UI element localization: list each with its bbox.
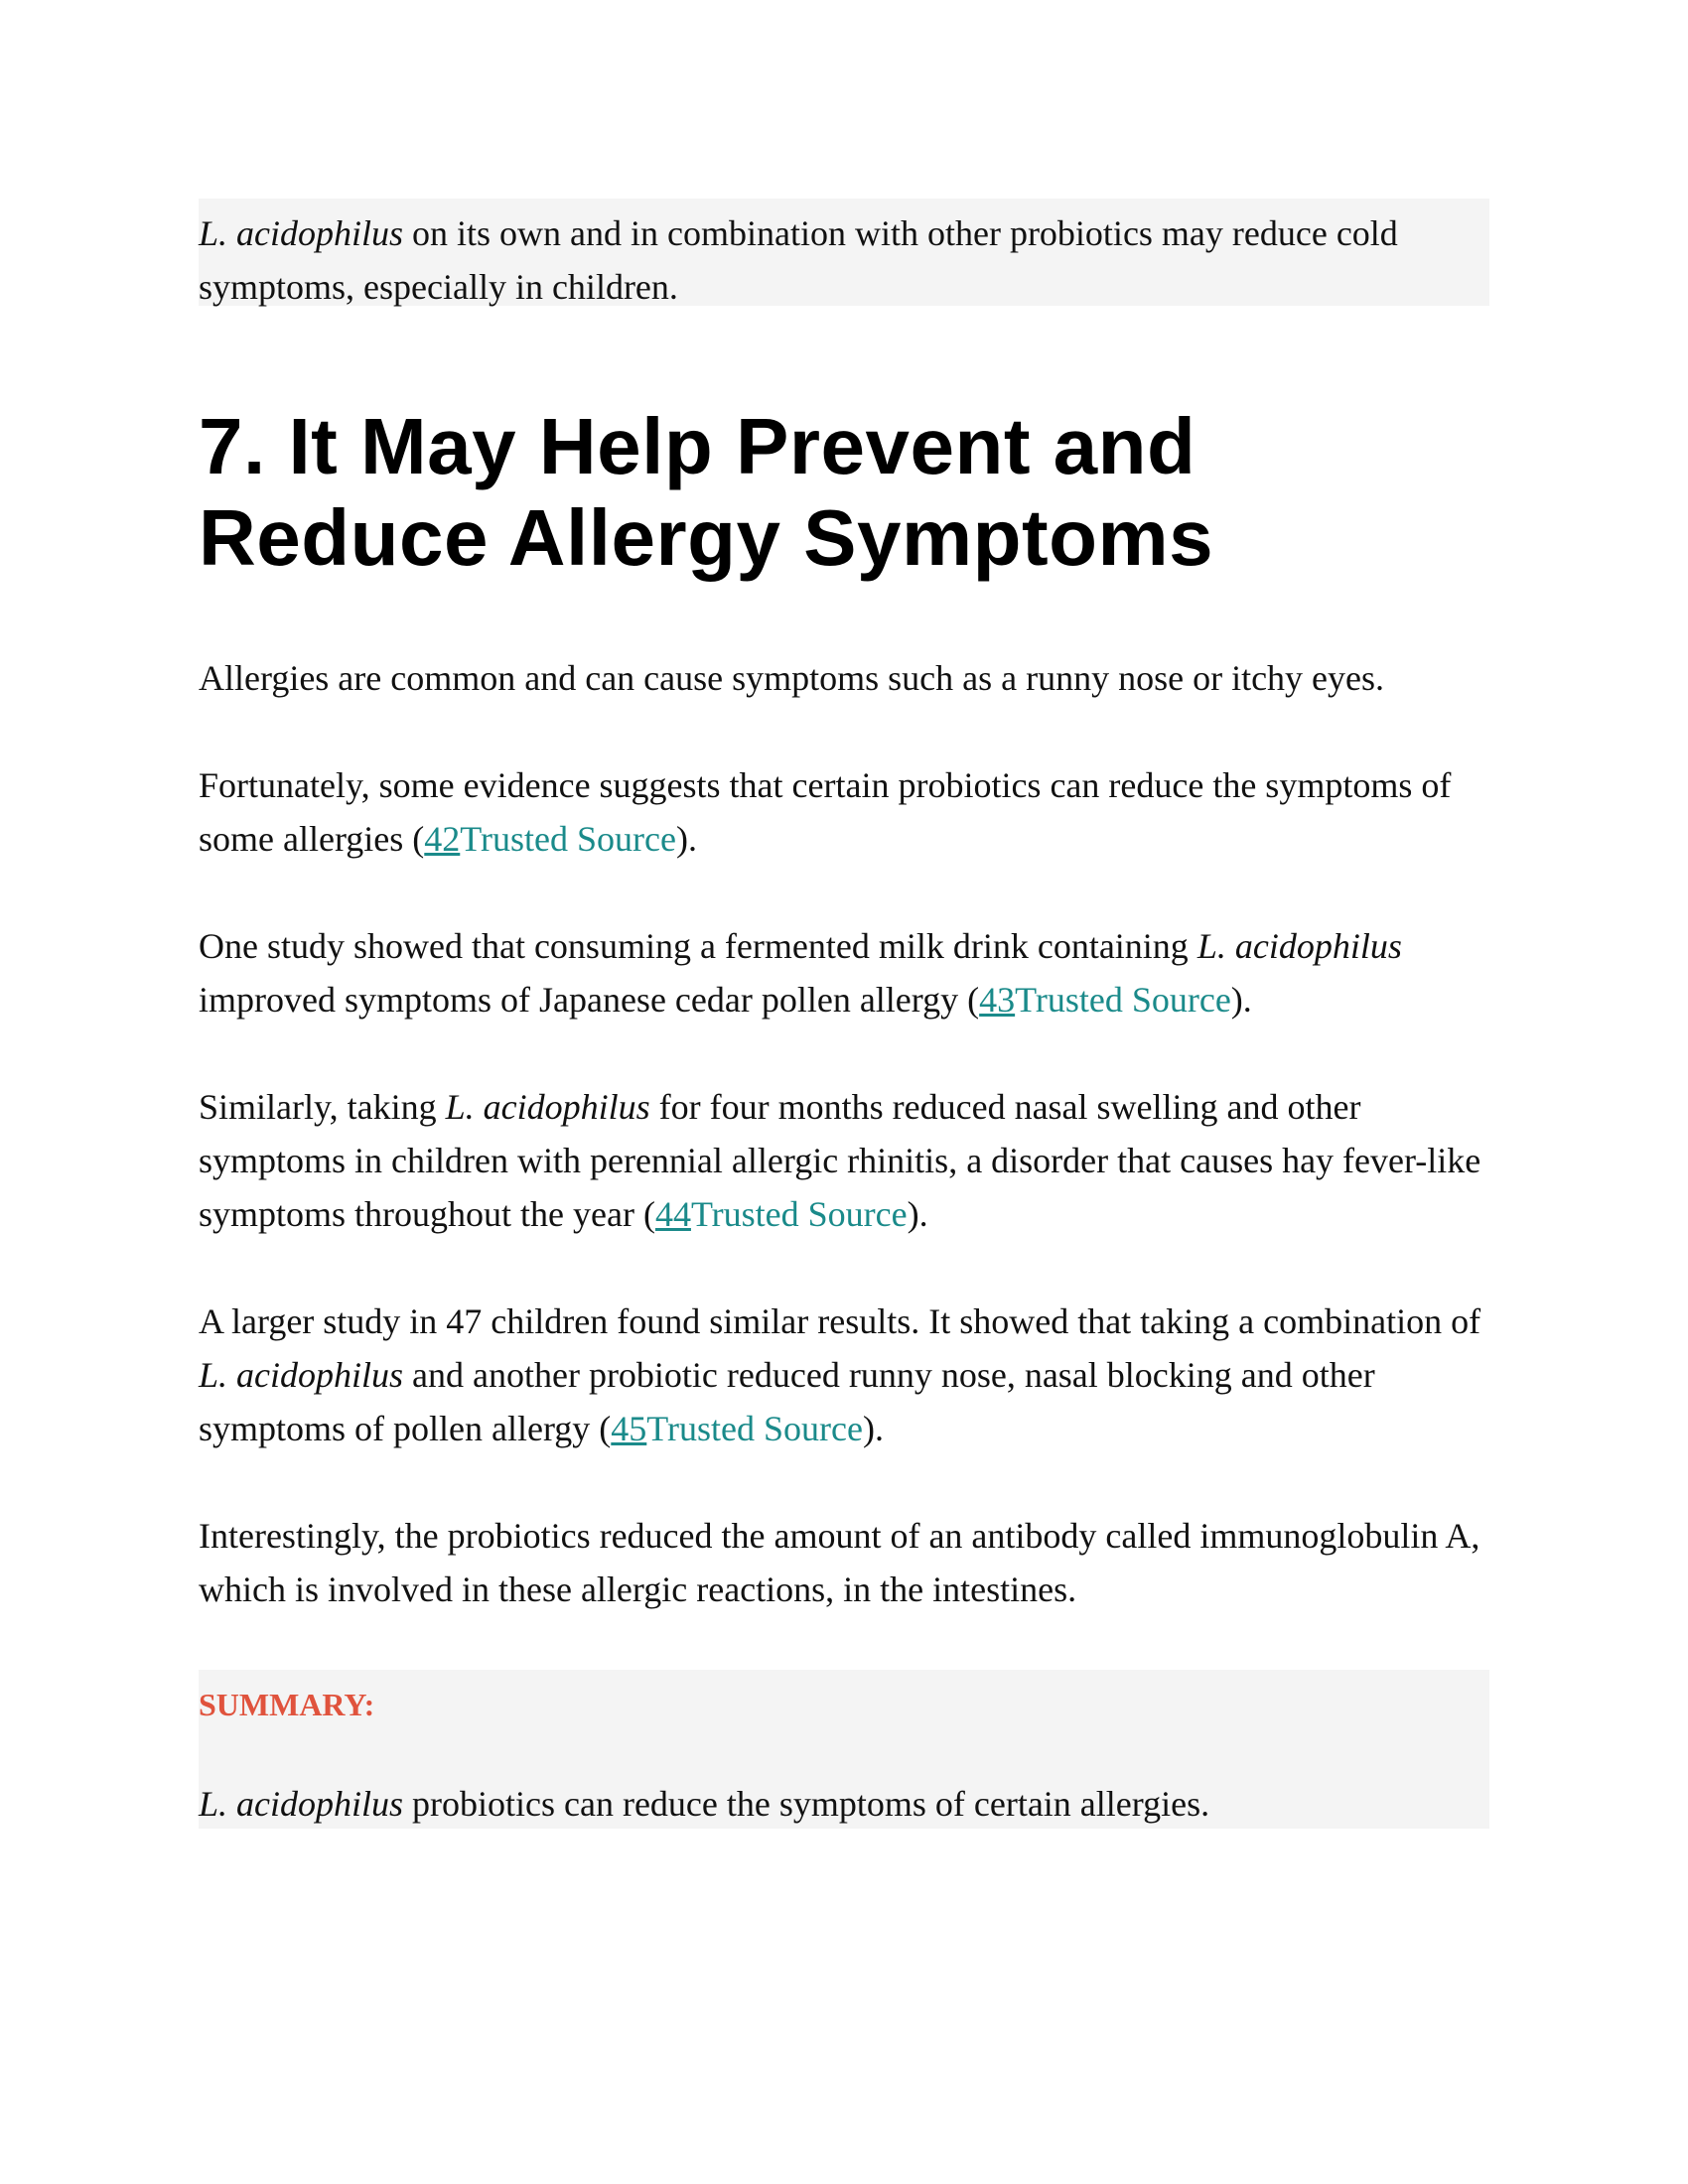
paragraph-text: ). [862,1409,884,1448]
paragraph-text: improved symptoms of Japanese cedar pollen allergy ( [199,980,980,1020]
trusted-source-label[interactable]: Trusted Source [460,819,676,859]
summary-text [199,1777,1489,1831]
paragraph-text: and another probiotic reduced runny nose, nasal blocking and other symptoms of pollen allergy ( [199,1355,1375,1448]
paragraph-rhinitis [199,1080,1489,1241]
intro-summary-box [199,199,1489,306]
citation-link-42[interactable]: 42 [424,819,461,859]
paragraph-text: ). [1230,980,1252,1020]
paragraph-evidence [199,758,1489,866]
species-name: L. acidophilus [199,1355,404,1395]
trusted-source-label[interactable]: Trusted Source [1015,980,1231,1020]
paragraph-text: for four months reduced nasal swelling and other symptoms in children with perennial allergic rhinitis, a disorder that causes hay fever-like symptoms throughout the year ( [199,1087,1481,1234]
intro-text: on its own and in combination with other probiotics may reduce cold symptoms, especially in children. [199,213,1398,307]
paragraph-text: Fortunately, some evidence suggests that certain probiotics can reduce the symptoms of some allergies ( [199,765,1452,859]
citation-link-45[interactable]: 45 [611,1409,647,1448]
species-name: L. acidophilus [1196,926,1402,966]
article-page [199,199,1489,1829]
paragraph-text: Similarly, taking [199,1087,446,1127]
species-name: L. acidophilus [199,1784,404,1824]
summary-body: probiotics can reduce the symptoms of certain allergies. [403,1784,1210,1824]
citation-link-43[interactable]: 43 [979,980,1016,1020]
summary-box [199,1670,1489,1829]
citation-link-44[interactable]: 44 [654,1194,691,1234]
summary-label: SUMMARY: [199,1687,375,1722]
trusted-source-label[interactable]: Trusted Source [646,1409,863,1448]
paragraph-cedar-study [199,919,1489,1026]
paragraph-text: A larger study in 47 children found similar results. It showed that taking a combination of [199,1301,1481,1341]
paragraph-text: ). [675,819,697,859]
paragraph-antibody: Interestingly, the probiotics reduced the amount of an antibody called immunoglobulin A, which is involved in these allergic reactions, in the intestines. [199,1516,1480,1609]
species-name: L. acidophilus [199,213,404,253]
paragraph-larger-study [199,1295,1489,1455]
paragraph-allergies-intro: Allergies are common and can cause symptoms such as a runny nose or itchy eyes. [199,658,1385,698]
species-name: L. acidophilus [445,1087,650,1127]
intro-summary-text [199,206,1489,314]
paragraph-text: ). [907,1194,928,1234]
section-heading: 7. It May Help Prevent and Reduce Allergy Symptoms [199,402,1214,582]
paragraph-text: One study showed that consuming a fermented milk drink containing [199,926,1197,966]
trusted-source-label[interactable]: Trusted Source [690,1194,908,1234]
